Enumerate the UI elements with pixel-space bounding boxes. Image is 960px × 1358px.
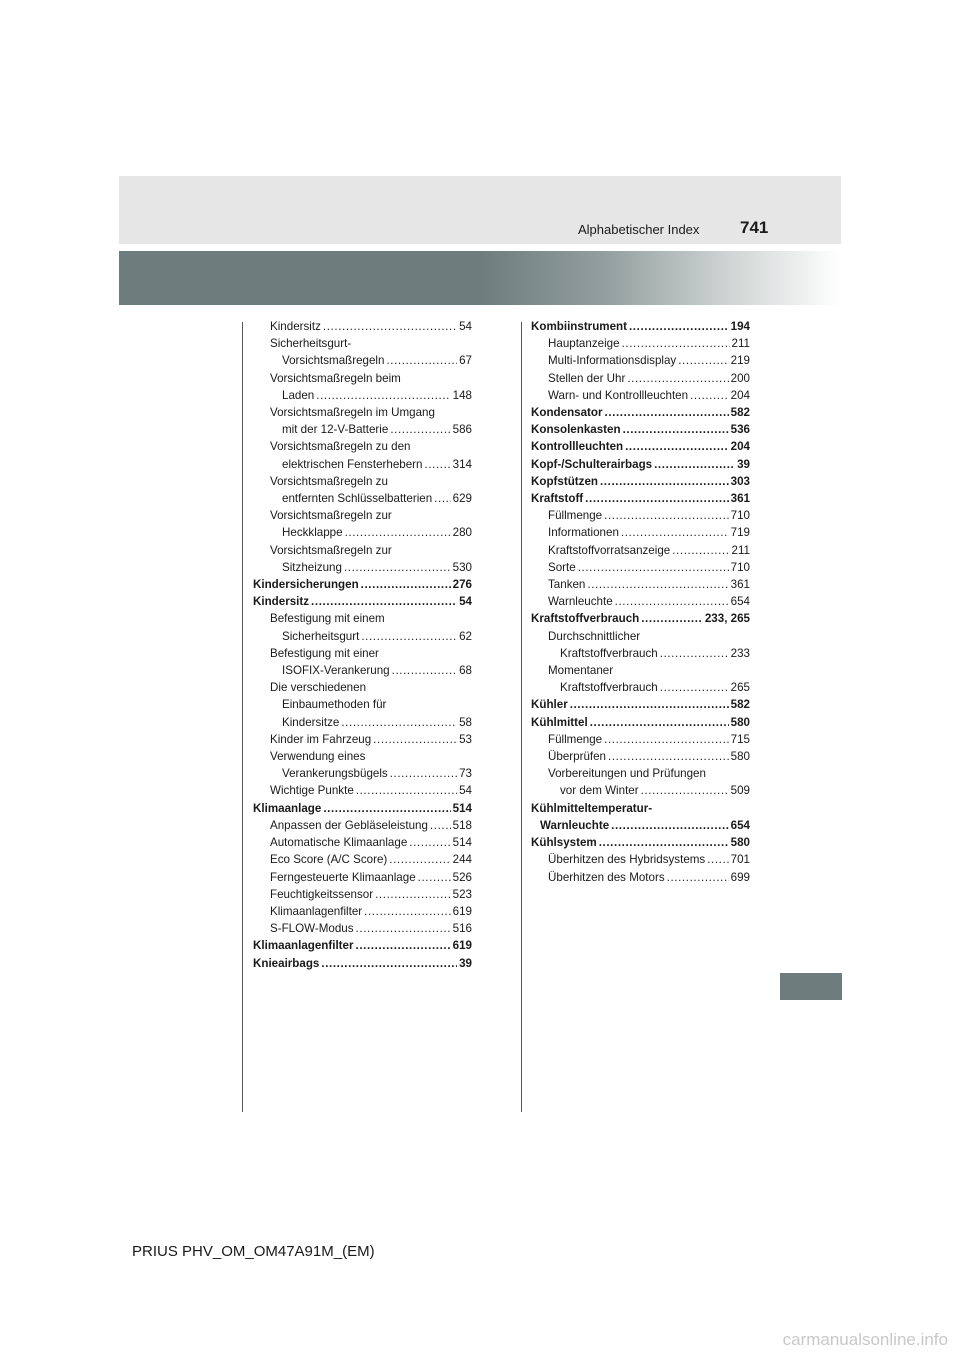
document-id: PRIUS PHV_OM_OM47A91M_(EM) [132,1243,375,1260]
dot-leader [434,490,450,507]
section-title: Alphabetischer Index [578,222,700,237]
entry-label: Füllmenge [548,732,603,746]
index-sub-entry[interactable] [531,507,750,524]
dot-leader [599,834,729,851]
entry-label: Kraftstoffvorratsanzeige [548,543,671,557]
entry-label: Hauptanzeige [548,337,620,351]
entry-page-ref[interactable]: 530 [452,560,472,574]
entry-label: Multi-Informationsdisplay [548,354,677,368]
entry-label: Kühlmittel [531,715,588,729]
index-sub-entry[interactable] [253,524,472,541]
index-sub-entry[interactable] [531,335,750,352]
index-sub-entry[interactable] [531,782,750,799]
entry-page-ref[interactable]: 194 [730,320,750,333]
entry-label: Kindersicherungen [253,578,359,592]
dot-leader [430,817,451,834]
index-sub-entry[interactable] [253,352,472,369]
dot-leader [356,782,457,799]
entry-label: Konsolenkasten [531,423,621,437]
index-sub-entry[interactable] [531,851,750,868]
entry-page-ref[interactable]: 233 [730,646,750,660]
dot-leader [386,352,457,369]
entry-page-ref[interactable]: 53 [459,732,472,746]
entry-page-ref[interactable]: 204 [730,440,750,454]
dot-leader [622,335,730,352]
entry-page-ref[interactable]: 518 [452,818,472,832]
index-sub-entry[interactable] [253,714,472,731]
dot-leader [672,542,729,559]
entry-label: Kindersitz [270,320,321,333]
entry-label: Kühlsystem [531,836,597,850]
index-sub-entry[interactable] [531,679,750,696]
dot-leader [321,955,457,972]
entry-label: Klimaanlage [253,801,322,815]
entry-page-ref[interactable]: 536 [730,423,750,437]
index-main-entry[interactable] [253,937,472,954]
entry-page-ref[interactable]: 62 [459,629,472,643]
entry-label: Kühler [531,698,568,712]
index-entry-text: Vorbereitungen und Prüfungen [548,767,706,781]
index-entry-text: Befestigung mit einem [270,612,385,626]
dot-leader [418,869,451,886]
entry-label: Überprüfen [548,750,607,764]
dot-leader [605,404,729,421]
index-entry-text: Sicherheitsgurt- [270,337,352,351]
index-entry-text: Vorsichtsmaßregeln beim [270,371,401,385]
index-main-entry[interactable] [531,473,750,490]
index-sub-entry[interactable] [531,524,750,541]
dot-leader [623,421,729,438]
entry-page-ref[interactable]: 54 [459,595,472,609]
index-main-entry[interactable] [253,955,472,972]
dot-leader [392,662,457,679]
index-entry-text: Kühlmitteltemperatur- [531,801,653,815]
entry-page-ref[interactable]: 586 [452,423,472,437]
entry-page-ref[interactable]: 582 [730,698,750,712]
entry-page-ref[interactable]: 654 [730,595,750,609]
dot-leader [356,920,451,937]
entry-page-ref[interactable]: 68 [459,664,472,678]
entry-page-ref[interactable]: 699 [730,870,750,884]
index-sub-entry[interactable] [253,920,472,937]
entry-label: Verankerungsbügels [282,767,388,781]
index-main-entry[interactable] [531,404,750,421]
dot-leader [341,714,457,731]
entry-label: Stellen der Uhr [548,371,626,385]
entry-page-ref[interactable]: 303 [730,474,750,488]
entry-label: Kinder im Fahrzeug [270,732,372,746]
entry-label: Knieairbags [253,956,320,970]
dot-leader [660,679,729,696]
dot-leader [627,370,728,387]
index-sub-entry[interactable] [253,318,472,335]
dot-leader [364,903,451,920]
entry-label: Kindersitze [282,715,340,729]
dot-leader [316,387,450,404]
index-sub-entry[interactable] [531,352,750,369]
index-sub-entry[interactable] [253,782,472,799]
index-entry-text: Vorsichtsmaßregeln zu [270,474,388,488]
entry-label: Tanken [548,578,586,592]
index-sub-entry[interactable] [531,542,750,559]
entry-page-ref[interactable]: 361 [730,492,750,506]
index-sub-entry[interactable] [253,886,472,903]
index-main-entry[interactable] [253,593,472,610]
entry-label: Vorsichtsmaßregeln [282,354,385,368]
dot-leader [615,593,729,610]
index-sub-entry[interactable] [531,387,750,404]
dot-leader [344,559,451,576]
section-banner [119,251,841,305]
entry-page-ref[interactable]: 701 [730,853,750,867]
index-sub-entry[interactable] [253,559,472,576]
entry-label: Warnleuchte [540,818,610,832]
entry-page-ref[interactable]: 39 [459,956,472,970]
index-main-entry[interactable] [531,421,750,438]
dot-leader [629,318,729,335]
dot-leader [570,696,729,713]
entry-page-ref[interactable]: 514 [452,801,472,815]
header-band [119,176,841,244]
index-sub-entry[interactable] [253,456,472,473]
dot-leader [578,559,729,576]
entry-page-ref[interactable]: 211 [731,543,750,557]
index-sub-entry[interactable] [253,731,472,748]
dot-leader [389,851,450,868]
dot-leader [323,800,450,817]
dot-leader [608,748,729,765]
entry-label: Heckklappe [282,526,343,540]
index-sub-entry[interactable] [253,869,472,886]
entry-page-ref[interactable]: 219 [730,354,750,368]
entry-page-ref[interactable]: 619 [452,939,472,953]
index-entry-text: Verwendung eines [270,750,366,764]
dot-leader [707,851,728,868]
entry-label: Füllmenge [548,509,603,523]
index-entry-text: Vorsichtsmaßregeln zu den [270,440,411,454]
entry-label: Anpassen der Gebläseleistung [270,818,428,832]
index-main-entry[interactable] [531,610,750,627]
dot-leader [585,490,728,507]
index-sub-entry[interactable] [253,628,472,645]
entry-page-ref[interactable]: 211 [731,337,750,351]
entry-page-ref[interactable]: 629 [452,492,472,506]
index-column-right [531,318,750,886]
entry-page-ref[interactable]: 39 [737,457,750,471]
entry-page-ref[interactable]: 73 [459,767,472,781]
entry-page-ref[interactable]: 276 [452,578,472,592]
index-entry-text: Durchschnittlicher [548,629,641,643]
entry-label: Sicherheitsgurt [282,629,360,643]
entry-label: Ferngesteuerte Klimaanlage [270,870,416,884]
entry-page-ref[interactable]: 580 [730,715,750,729]
index-entry-text: Befestigung mit einer [270,646,379,660]
entry-label: Kombiinstrument [531,320,627,333]
index-main-entry[interactable] [531,696,750,713]
entry-page-ref[interactable]: 715 [730,732,750,746]
chapter-tab[interactable] [780,973,842,1000]
entry-label: Kontrollleuchten [531,440,624,454]
entry-page-ref[interactable]: 719 [730,526,750,540]
index-sub-entry[interactable] [253,903,472,920]
index-sub-entry[interactable] [531,731,750,748]
index-main-entry[interactable] [531,834,750,851]
entry-page-ref[interactable]: 619 [452,904,472,918]
entry-label: Kopfstützen [531,474,598,488]
entry-page-ref[interactable]: 67 [459,354,472,368]
entry-page-ref[interactable]: 710 [730,560,750,574]
entry-page-ref[interactable]: 54 [459,320,472,333]
entry-label: Warnleuchte [548,595,613,609]
entry-page-ref[interactable]: 582 [730,406,750,420]
entry-label: ISOFIX-Verankerung [282,664,390,678]
entry-page-ref[interactable]: 204 [730,388,750,402]
entry-label: Feuchtigkeitssensor [270,887,374,901]
entry-label: Klimaanlagenfilter [253,939,354,953]
dot-leader [660,645,729,662]
dot-leader [641,610,703,627]
index-sub-entry[interactable] [253,490,472,507]
index-main-entry[interactable] [531,318,750,335]
index-sub-entry[interactable] [531,370,750,387]
entry-page-ref[interactable]: 710 [730,509,750,523]
index-sub-entry[interactable] [531,559,750,576]
dot-leader [587,576,728,593]
entry-label: Klimaanlagenfilter [270,904,363,918]
entry-label: entfernten Schlüsselbatterien [282,492,433,506]
dot-leader [611,817,729,834]
index-main-entry[interactable] [531,817,750,834]
index-sub-entry[interactable] [531,593,750,610]
index-entry-text: Vorsichtsmaßregeln zur [270,509,392,523]
entry-page-ref[interactable]: 280 [452,526,472,540]
entry-label: mit der 12-V-Batterie [282,423,389,437]
index-sub-entry[interactable] [253,834,472,851]
entry-page-ref[interactable]: 58 [459,715,472,729]
entry-label: elektrischen Fensterhebern [282,457,423,471]
entry-label: Kraftstoffverbrauch [560,681,658,695]
entry-page-ref[interactable]: 526 [452,870,472,884]
index-entry-text: Einbaumethoden für [282,698,387,712]
index-entry-text: Momentaner [548,664,614,678]
dot-leader [409,834,450,851]
entry-page-ref[interactable]: 233, 265 [704,612,750,626]
dot-leader [345,524,451,541]
index-main-entry[interactable] [531,490,750,507]
index-sub-entry[interactable] [531,576,750,593]
entry-page-ref[interactable]: 509 [730,784,750,798]
entry-label: Informationen [548,526,619,540]
entry-label: Eco Score (A/C Score) [270,853,388,867]
entry-page-ref[interactable]: 265 [730,681,750,695]
dot-leader [361,628,457,645]
dot-leader [323,318,457,335]
watermark: carmanualsonline.info [782,1330,948,1349]
entry-label: S-FLOW-Modus [270,922,354,936]
dot-leader [590,714,729,731]
index-sub-entry[interactable] [253,421,472,438]
entry-page-ref[interactable]: 54 [459,784,472,798]
dot-leader [667,869,729,886]
entry-label: Kraftstoffverbrauch [560,646,658,660]
index-entry-text: Vorsichtsmaßregeln im Umgang [270,406,435,420]
index-main-entry[interactable] [253,576,472,593]
dot-leader [604,731,729,748]
dot-leader [654,456,735,473]
column-divider-left [242,322,243,1112]
dot-leader [690,387,729,404]
dot-leader [678,352,728,369]
dot-leader [375,886,451,903]
index-sub-entry[interactable] [531,869,750,886]
entry-label: Laden [282,388,315,402]
entry-label: Überhitzen des Hybridsystems [548,853,706,867]
entry-label: Kindersitz [253,595,310,609]
column-divider-center [521,322,522,1112]
index-sub-entry[interactable] [253,765,472,782]
entry-label: Automatische Klimaanlage [270,836,408,850]
dot-leader [373,731,457,748]
entry-label: Sorte [548,560,576,574]
dot-leader [390,421,450,438]
entry-label: Wichtige Punkte [270,784,354,798]
entry-label: Sitzheizung [282,560,342,574]
dot-leader [361,576,451,593]
entry-page-ref[interactable]: 580 [730,750,750,764]
dot-leader [621,524,729,541]
entry-label: Kraftstoff [531,492,584,506]
entry-page-ref[interactable]: 244 [452,853,472,867]
entry-label: Kraftstoffverbrauch [531,612,640,626]
index-sub-entry[interactable] [531,645,750,662]
index-main-entry[interactable] [253,800,472,817]
entry-page-ref[interactable]: 580 [730,836,750,850]
index-main-entry[interactable] [531,714,750,731]
entry-page-ref[interactable]: 148 [452,388,472,402]
index-main-entry[interactable] [531,456,750,473]
entry-page-ref[interactable]: 654 [730,818,750,832]
index-sub-entry[interactable] [253,851,472,868]
dot-leader [604,507,729,524]
entry-label: vor dem Winter [560,784,639,798]
index-sub-entry[interactable] [531,748,750,765]
dot-leader [600,473,729,490]
entry-label: Kopf-/Schulterairbags [531,457,653,471]
entry-page-ref[interactable]: 516 [452,922,472,936]
index-sub-entry[interactable] [253,662,472,679]
index-sub-entry[interactable] [253,817,472,834]
dot-leader [311,593,457,610]
entry-page-ref[interactable]: 514 [452,836,472,850]
page-number: 741 [740,218,769,237]
entry-page-ref[interactable]: 314 [452,457,472,471]
index-main-entry[interactable] [531,438,750,455]
entry-label: Kondensator [531,406,603,420]
dot-leader [641,782,729,799]
index-entry-text: Die verschiedenen [270,681,367,695]
entry-page-ref[interactable]: 523 [452,887,472,901]
dot-leader [390,765,457,782]
dot-leader [425,456,451,473]
entry-label: Überhitzen des Motors [548,870,665,884]
entry-page-ref[interactable]: 361 [730,578,750,592]
dot-leader [356,937,451,954]
index-entry-text: Vorsichtsmaßregeln zur [270,543,392,557]
index-sub-entry[interactable] [253,387,472,404]
dot-leader [625,438,729,455]
index-column-left [253,318,472,972]
entry-page-ref[interactable]: 200 [730,371,750,385]
entry-label: Warn- und Kontrollleuchten [548,388,689,402]
